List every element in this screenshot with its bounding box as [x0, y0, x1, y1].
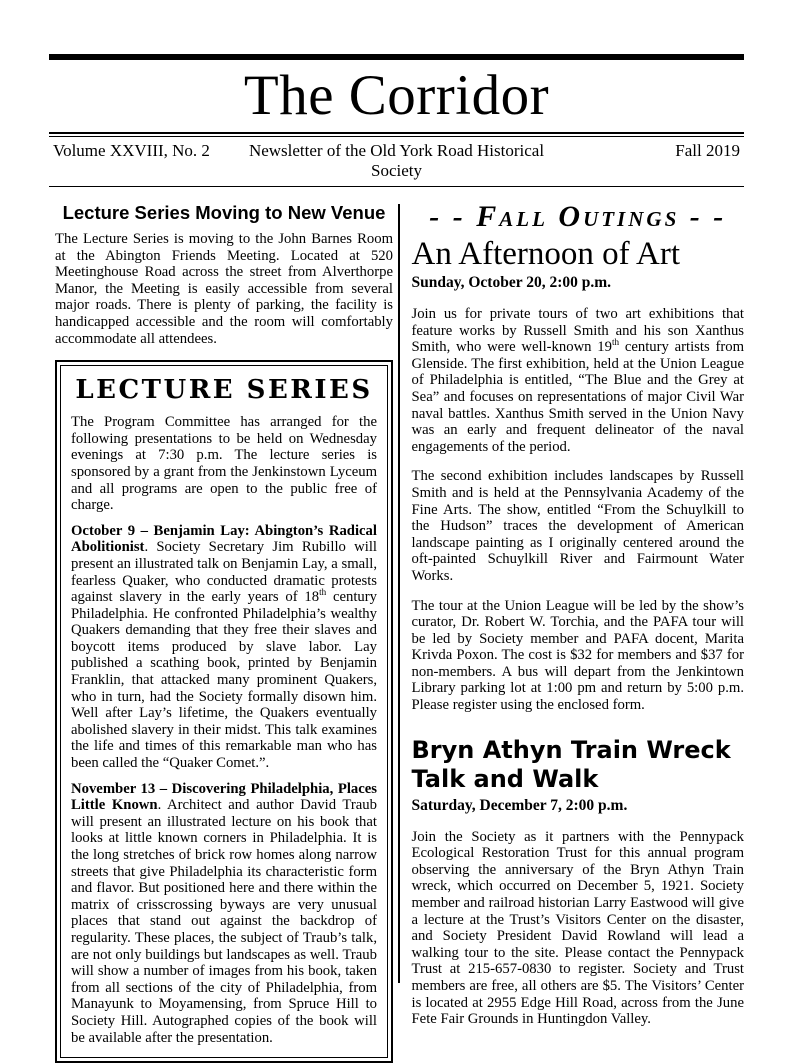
- train-wreck-paragraph: Join the Society as it partners with the Pennypack Ecological Restoration Trust for this annual program observing the anniversary of the Bryn Athyn Train wreck, which occurred on December 5, 1921. Society member and railroad historian Larry Eastwood will give a lecture at the Trust’s Visitors Center on the disaster, and Society President David Rowland will lead a walking tour to the site. Please contact the Pennypack Trust at 215-657-0830 to register. Society and Trust members are free, all others are $5. The Visitors’ Center is located at 2955 Edge Hill Road, across from the June Fete Fair Grounds in Huntingdon Valley.: [411, 828, 744, 1028]
- lecture-event-november: [71, 781, 377, 1047]
- newsletter-subtitle: Newsletter of the Old York Road Historical Society: [248, 141, 545, 180]
- afternoon-of-art-title: An Afternoon of Art: [411, 236, 681, 272]
- ordinal-superscript: th: [611, 337, 620, 348]
- masthead-top-bar: [49, 54, 744, 60]
- lecture-event-november-lead: November 13 – Discovering Philadelphia, Places Little Known: [71, 780, 377, 814]
- lecture-series-title: LECTURE SERIES: [75, 375, 373, 406]
- afternoon-of-art-paragraph-2: The second exhibition includes landscapes by Russell Smith and is held at the Pennsylvania Academy of the Fine Arts. The show, entitled “From the Schuylkill to the Hudson” traces the development of American landscape painting as I originally centered around the oft-painted Schuylkill River and Fairmount Water Works.: [411, 468, 744, 584]
- afternoon-of-art-p1-post: century artists from Glenside. The first exhibition, held at the Union League of Philadelphia is entitled, “The Blue and the Grey at Sea” and focuses on representations of major Civil War naval battles. Xanthus Smith served in the Union Navy was an early and frequent delineator of the naval engagements of the period.: [411, 339, 744, 455]
- venue-article-heading: Lecture Series Moving to New Venue: [62, 202, 386, 223]
- lecture-event-october: [71, 523, 377, 772]
- right-column: [400, 202, 745, 1063]
- volume-number: Volume XXVIII, No. 2: [53, 141, 210, 160]
- lecture-event-october-body-pre: . Society Secretary Jim Rubillo will present an illustrated talk on Benjamin Lay, a small, fearless Quaker, who conducted dramatic protests against slavery in the early years of 18: [71, 539, 377, 606]
- fall-outings-banner: - - Fall Outings - -: [429, 200, 727, 233]
- afternoon-of-art-dateline: Sunday, October 20, 2:00 p.m.: [411, 274, 612, 291]
- content-columns: [49, 202, 744, 1063]
- left-column: [49, 202, 398, 1063]
- lecture-series-box: [55, 360, 393, 1063]
- afternoon-of-art-paragraph-1: [412, 306, 745, 455]
- venue-article-body: The Lecture Series is moving to the John Barnes Room at the Abington Friends Meeting. Located at 520 Meetinghouse Road across the street from Alverthorpe Manor, the Meeting is easily accessible from several major roads. There is plenty of parking, the facility is handicapped accessible and the room will comfortably accommodate all attendees.: [55, 231, 393, 347]
- lecture-series-intro: The Program Committee has arranged for the following presentations to be held on Wednesday evenings at 7:30 p.m. The lecture series is sponsored by a grant from the Jenkinstown Lyceum and all programs are open to the public free of charge.: [71, 414, 377, 514]
- lecture-event-october-lead: October 9 – Benjamin Lay: Abington’s Radical Abolitionist: [71, 522, 377, 556]
- ordinal-superscript: th: [319, 587, 327, 598]
- lecture-event-november-body: . Architect and author David Traub will present an illustrated lecture on his book that looks at little known corners in Philadelphia. It is the long stretches of brick row homes along narrow streets that give Philadelphia its characteristic form and flavor. But positioned here and there within the matrix of crisscrossing byways are very unusual places that stand out against the backdrop of regularity. These places, the subject of Traub’s talk, are not only buildings but landscapes as well. Traub will show a number of images from his book, taken from all sections of the city of Philadelphia, from Manayunk to Moyamensing, from Spruce Hill to Society Hill. Autographed copies of the book will be available after the presentation.: [71, 797, 377, 1046]
- lecture-series-box-inner: [60, 365, 388, 1058]
- masthead: [49, 54, 744, 187]
- train-wreck-title: Bryn Athyn Train Wreck Talk and Walk: [411, 735, 731, 793]
- train-wreck-dateline: Saturday, December 7, 2:00 p.m.: [411, 796, 628, 814]
- afternoon-of-art-paragraph-3: The tour at the Union League will be led by the show’s curator, Dr. Robert W. Torchia, and the PAFA tour will be led by Society member and PAFA docent, Marita Krivda Poxon. The cost is $32 for members and $37 for non-members. A bus will depart from the Jenkintown Library parking lot at 1:00 pm and return by 5:00 p.m. Please register using the enclosed form.: [411, 597, 744, 714]
- masthead-info-row: [49, 137, 744, 186]
- afternoon-of-art-p1-pre: Join us for private tours of two art exhibitions that feature works by Russell Smith and his son Xanthus Smith, who were well-known 19: [411, 306, 744, 356]
- newsletter-title: The Corridor: [243, 64, 550, 127]
- lecture-event-october-body-post: century Philadelphia. He confronted Philadelphia’s wealthy Quakers demanding that they free their slaves and boycott items produced by slave labor. Lay published a scathing book, printed by Benjamin Franklin, that attacked many prominent Quakers, who in turn, had the Society formally disown him. Well after Lay’s lifetime, the Quakers eventually abolished slavery in their midst. This talk examines the life and times of this remarkable man who has been called the “Quaker Comet.”.: [71, 589, 377, 772]
- issue-date: Fall 2019: [675, 141, 740, 160]
- masthead-bottom-rule: [49, 186, 744, 187]
